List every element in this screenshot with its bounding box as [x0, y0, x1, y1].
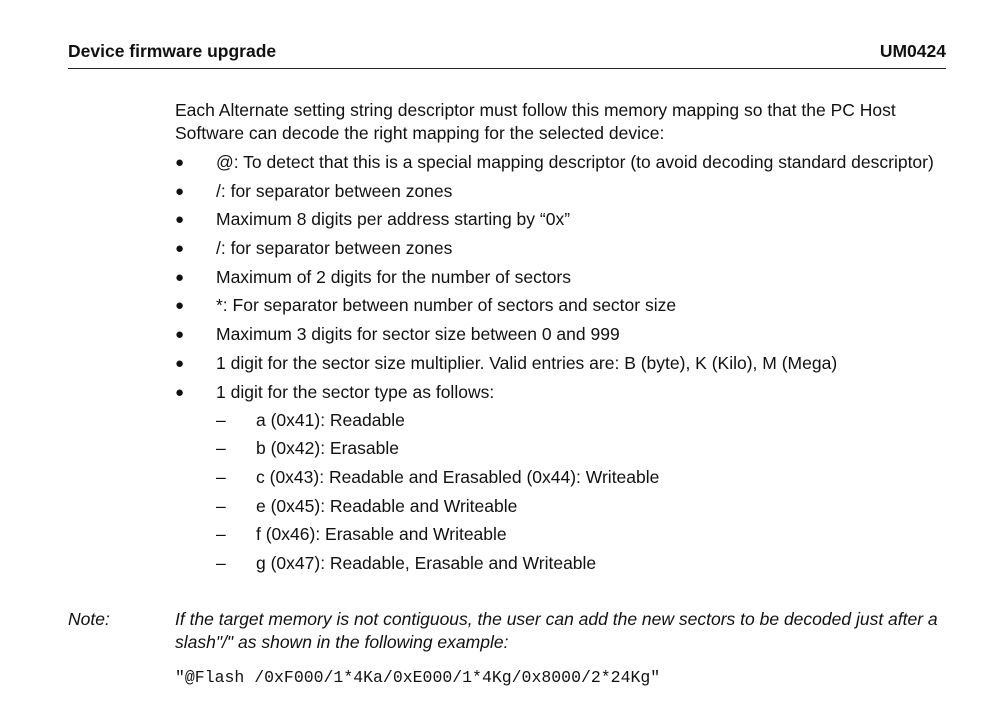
sub-list-item — [216, 523, 935, 546]
main-content — [175, 99, 935, 581]
sub-list-item-text: b (0x42): Erasable — [256, 438, 399, 459]
list-item — [175, 208, 935, 231]
list-item-text: *: For separator between number of sectors and sector size — [216, 295, 677, 316]
dash-icon: – — [216, 466, 226, 487]
sub-bullet-list — [216, 409, 935, 575]
list-item — [175, 180, 935, 203]
list-item — [175, 323, 935, 346]
sub-list-item — [216, 437, 935, 460]
list-item-text: /: for separator between zones — [216, 180, 453, 201]
bullet-dot-icon: ● — [175, 297, 185, 315]
bullet-dot-icon: ● — [175, 182, 185, 200]
header-title: Device firmware upgrade — [68, 41, 277, 61]
bullet-dot-icon: ● — [175, 268, 185, 286]
list-item — [175, 352, 935, 375]
bullet-dot-icon: ● — [175, 354, 185, 372]
list-item-text: Maximum 3 digits for sector size between 0 and 999 — [216, 324, 620, 345]
dash-icon: – — [216, 409, 226, 430]
note-text: If the target memory is not contiguous, the user can add the new sectors to be decoded just after a slash"/" as shown in the following example: — [175, 609, 938, 652]
dash-icon: – — [216, 495, 226, 516]
bullet-dot-icon: ● — [175, 211, 185, 229]
intro-paragraph: Each Alternate setting string descriptor must follow this memory mapping so that the PC Host Software can decode the right mapping for the selected device: — [175, 100, 896, 143]
list-item — [175, 381, 935, 575]
list-item — [175, 266, 935, 289]
list-item — [175, 237, 935, 260]
bullet-list — [175, 151, 935, 575]
note-label: Note: — [68, 609, 110, 629]
list-item-text: /: for separator between zones — [216, 238, 453, 259]
dash-icon: – — [216, 552, 226, 573]
list-item-text: 1 digit for the sector size multiplier. Valid entries are: B (byte), K (Kilo), M (Mega) — [216, 352, 838, 373]
list-item-text: @: To detect that this is a special mapping descriptor (to avoid decoding standard descriptor) — [216, 152, 934, 172]
dash-icon: – — [216, 524, 226, 545]
sub-list-item-text: e (0x45): Readable and Writeable — [256, 495, 518, 516]
sub-list-item-text: c (0x43): Readable and Erasabled (0x44): Writeable — [256, 466, 660, 487]
sub-list-item-text: g (0x47): Readable, Erasable and Writeable — [256, 552, 597, 573]
sub-list-item — [216, 466, 935, 489]
list-item-text: Maximum of 2 digits for the number of sectors — [216, 266, 571, 287]
bullet-dot-icon: ● — [175, 240, 185, 258]
sub-list-item — [216, 409, 935, 432]
page-header — [68, 38, 946, 69]
sub-list-item — [216, 495, 935, 518]
dash-icon: – — [216, 438, 226, 459]
list-item — [175, 294, 935, 317]
header-doc-id: UM0424 — [879, 41, 946, 61]
sub-list-item-text: a (0x41): Readable — [256, 409, 405, 430]
list-item — [175, 151, 935, 174]
bullet-dot-icon: ● — [175, 383, 185, 401]
bullet-dot-icon: ● — [175, 326, 185, 344]
sub-list-item-text: f (0x46): Erasable and Writeable — [256, 524, 507, 545]
list-item-text: 1 digit for the sector type as follows: — [216, 381, 495, 402]
sub-list-item — [216, 552, 935, 575]
list-item-text: Maximum 8 digits per address starting by “0x” — [216, 209, 571, 230]
code-example: "@Flash /0xF000/1*4Ka/0xE000/1*4Kg/0x8000/2*24Kg" — [175, 668, 661, 687]
bullet-dot-icon: ● — [175, 154, 185, 171]
